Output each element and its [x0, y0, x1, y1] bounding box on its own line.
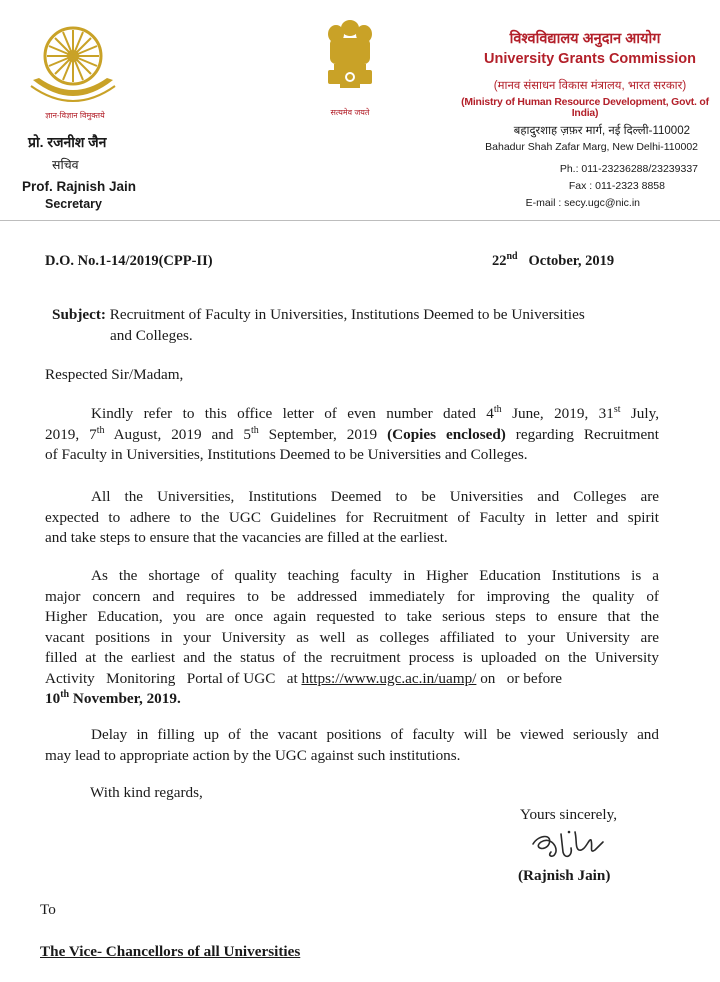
- paragraph-3-line-5: filled at the earliest and the status of the recruitment process is uploaded on the University: [45, 649, 659, 666]
- subject-line-2: and Colleges.: [110, 326, 193, 344]
- regards: With kind regards,: [90, 784, 203, 801]
- paragraph-1-line-1: Kindly refer to this office letter of even number dated 4th June, 2019, 31st July,: [91, 403, 659, 422]
- address-hindi: बहादुरशाह ज़फ़र मार्ग, नई दिल्ली-110002: [513, 125, 690, 137]
- uamp-portal-link[interactable]: https://www.ugc.ac.in/uamp/: [301, 669, 477, 687]
- paragraph-2-line-3: and take steps to ensure that the vacancies are filled at the earliest.: [45, 529, 448, 546]
- paragraph-2-line-2: expected to adhere to the UGC Guidelines for Recruitment of Faculty in letter and spirit: [45, 508, 659, 526]
- ugc-logo: [27, 20, 119, 108]
- paragraph-3-line-7: 10th November, 2019.: [45, 688, 181, 707]
- subject: [52, 305, 672, 346]
- letter-date: [492, 253, 614, 270]
- to-label: To: [40, 901, 56, 918]
- paragraph-1-line-2: 2019, 7th August, 2019 and 5th September, 2019 (Copies enclosed) regarding Recruitment: [45, 424, 659, 443]
- date-day: 22: [492, 253, 507, 269]
- national-emblem: [318, 16, 382, 102]
- org-name: University Grants Commission: [484, 51, 696, 67]
- subject-line-1: Recruitment of Faculty in Universities, Institutions Deemed to be Universities: [109, 306, 585, 323]
- paragraph-3: [45, 566, 659, 710]
- hindi-person-title: सचिव: [52, 158, 79, 172]
- date-suffix: nd: [506, 251, 518, 263]
- paragraph-4-line-1: Delay in filling up of the vacant positions of faculty will be viewed seriously and: [91, 726, 659, 743]
- reference-number: D.O. No.1-14/2019(CPP-II): [45, 253, 213, 269]
- signatory-name: (Rajnish Jain): [518, 867, 611, 884]
- signature: [525, 826, 615, 866]
- paragraph-2-line-1: All the Universities, Institutions Deemed to be Universities and Colleges are: [91, 488, 659, 505]
- paragraph-3-line-4: vacant positions in your University as well as colleges affiliated to your University are: [45, 628, 659, 646]
- paragraph-3-line-6: Activity Monitoring Portal of UGC at https://www.ugc.ac.in/uamp/ on or before: [45, 669, 563, 687]
- org-name-hindi: विश्वविद्यालय अनुदान आयोग: [509, 31, 661, 47]
- person-title: Secretary: [45, 197, 102, 211]
- paragraph-4: [45, 725, 659, 766]
- closing: Yours sincerely,: [520, 806, 618, 823]
- email: E-mail : secy.ugc@nic.in: [525, 197, 640, 209]
- paragraph-3-line-1: As the shortage of quality teaching faculty in Higher Education Institutions is a: [91, 567, 659, 584]
- paragraph-2: [45, 487, 659, 549]
- phone: Ph.: 011-23236288/23239337: [559, 163, 698, 175]
- letterhead-divider: [0, 220, 720, 221]
- hindi-person-name: प्रो. रजनीश जैन: [28, 134, 107, 150]
- logo-motto: ज्ञान-विज्ञान विमुक्तये: [45, 111, 105, 120]
- paragraph-3-line-2: major concern and requires to be addressed immediately for improving the quality of: [45, 587, 659, 605]
- subject-label: Subject:: [52, 306, 106, 323]
- ministry: (Ministry of Human Resource Development, Govt. of India): [461, 97, 709, 119]
- paragraph-1: [45, 404, 659, 466]
- paragraph-1-line-3: of Faculty in Universities, Institutions Deemed to be Universities and Colleges.: [45, 446, 528, 463]
- paragraph-4-line-2: may lead to appropriate action by the UGC against such institutions.: [45, 746, 461, 764]
- date-month-year: October, 2019: [528, 253, 615, 269]
- salutation: Respected Sir/Madam,: [45, 366, 184, 383]
- ministry-hindi: (मानव संसाधन विकास मंत्रालय, भारत सरकार): [493, 80, 687, 92]
- paragraph-3-line-3: Higher Education, you are once again requested to take serious steps to ensure that the: [45, 608, 659, 625]
- addressee: The Vice- Chancellors of all Universities: [40, 943, 301, 960]
- emblem-motto: सत्यमेव जयते: [330, 108, 370, 117]
- address: Bahadur Shah Zafar Marg, New Delhi-110002: [485, 141, 698, 153]
- fax: Fax : 011-2323 8858: [568, 180, 665, 192]
- person-name: Prof. Rajnish Jain: [22, 179, 137, 194]
